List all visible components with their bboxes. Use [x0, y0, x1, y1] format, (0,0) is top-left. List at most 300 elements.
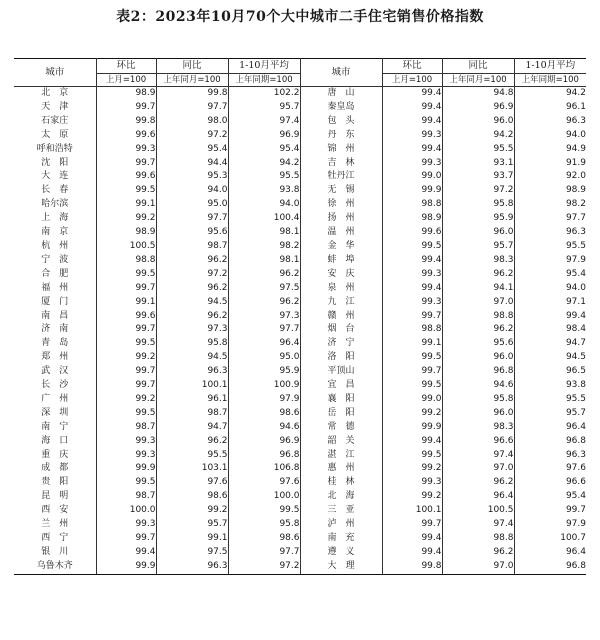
yoy-base-right: 上年同月=100 — [442, 74, 514, 87]
ytd-index-cell: 96.5 — [514, 365, 586, 379]
yoy-index-cell: 97.0 — [442, 462, 514, 476]
mom-header-left: 环比 — [96, 59, 156, 74]
mom-index-cell: 98.8 — [382, 323, 442, 337]
yoy-index-cell: 95.8 — [156, 337, 228, 351]
mom-index-cell: 99.3 — [96, 143, 156, 157]
yoy-index-cell: 96.2 — [156, 282, 228, 296]
ytd-index-cell: 98.6 — [228, 532, 300, 546]
yoy-index-cell: 99.8 — [156, 87, 228, 101]
mom-index-cell: 99.5 — [382, 379, 442, 393]
ytd-index-cell: 100.9 — [228, 379, 300, 393]
city-name-cell: 济 宁 — [300, 337, 382, 351]
ytd-index-cell: 97.7 — [228, 323, 300, 337]
city-name-cell: 青 岛 — [41, 338, 69, 349]
ytd-index-cell: 96.3 — [514, 449, 586, 463]
table-row — [14, 407, 586, 421]
yoy-index-cell: 97.7 — [156, 212, 228, 226]
mom-index-cell: 99.8 — [382, 560, 442, 574]
mom-index-cell: 99.4 — [382, 87, 442, 101]
mom-index-cell: 99.5 — [96, 337, 156, 351]
city-name-cell: 襄 阳 — [300, 393, 382, 407]
yoy-index-cell: 94.0 — [156, 184, 228, 198]
yoy-index-cell: 97.0 — [442, 296, 514, 310]
yoy-index-cell: 96.9 — [442, 101, 514, 115]
mom-index-cell: 99.3 — [382, 476, 442, 490]
ytd-index-cell: 93.8 — [514, 379, 586, 393]
city-name-cell: 贵 阳 — [41, 477, 69, 488]
table-row — [14, 337, 586, 351]
yoy-index-cell: 96.6 — [442, 435, 514, 449]
mom-index-cell: 99.3 — [382, 268, 442, 282]
ytd-index-cell: 96.8 — [228, 449, 300, 463]
table-row — [14, 129, 586, 143]
yoy-index-cell: 99.1 — [156, 532, 228, 546]
ytd-index-cell: 94.6 — [228, 421, 300, 435]
ytd-index-cell: 95.0 — [228, 351, 300, 365]
ytd-index-cell: 95.5 — [514, 393, 586, 407]
city-header-right: 城市 — [300, 59, 382, 87]
mom-index-cell: 99.7 — [96, 379, 156, 393]
city-name-cell: 烟 台 — [300, 323, 382, 337]
ytd-index-cell: 95.5 — [514, 240, 586, 254]
mom-index-cell: 99.6 — [96, 310, 156, 324]
yoy-index-cell: 98.7 — [156, 407, 228, 421]
yoy-index-cell: 95.5 — [156, 449, 228, 463]
yoy-index-cell: 97.2 — [156, 129, 228, 143]
ytd-index-cell: 96.3 — [514, 115, 586, 129]
yoy-index-cell: 95.6 — [442, 337, 514, 351]
city-name-cell: 泸 州 — [300, 518, 382, 532]
mom-base-left: 上月=100 — [96, 74, 156, 87]
yoy-index-cell: 94.8 — [442, 87, 514, 101]
ytd-index-cell: 96.9 — [228, 129, 300, 143]
city-name-cell: 大 连 — [41, 171, 69, 182]
mom-index-cell: 98.8 — [382, 198, 442, 212]
mom-index-cell: 99.2 — [96, 393, 156, 407]
mom-index-cell: 99.4 — [96, 546, 156, 560]
city-name-cell: 洛 阳 — [300, 351, 382, 365]
mom-index-cell: 100.1 — [382, 504, 442, 518]
yoy-index-cell: 96.0 — [442, 226, 514, 240]
ytd-index-cell: 96.2 — [228, 296, 300, 310]
mom-index-cell: 99.8 — [96, 115, 156, 129]
mom-index-cell: 99.5 — [96, 407, 156, 421]
table-row — [14, 87, 586, 101]
yoy-index-cell: 95.8 — [442, 198, 514, 212]
yoy-index-cell: 97.6 — [156, 476, 228, 490]
ytd-index-cell: 97.6 — [228, 476, 300, 490]
ytd-index-cell: 98.9 — [514, 184, 586, 198]
yoy-index-cell: 97.3 — [156, 323, 228, 337]
city-name-cell: 赣 州 — [300, 310, 382, 324]
city-name-cell: 重 庆 — [41, 449, 69, 460]
city-name-cell: 郑 州 — [41, 352, 69, 363]
ytd-index-cell: 98.4 — [514, 323, 586, 337]
ytd-index-cell: 97.9 — [228, 393, 300, 407]
yoy-header-right: 同比 — [442, 59, 514, 74]
ytd-index-cell: 102.2 — [228, 87, 300, 101]
city-name-cell: 岳 阳 — [300, 407, 382, 421]
city-name-cell: 长 春 — [41, 185, 69, 196]
table-row — [14, 546, 586, 560]
ytd-index-cell: 95.7 — [514, 407, 586, 421]
city-name-cell: 海 口 — [41, 435, 69, 446]
mom-index-cell: 99.7 — [96, 157, 156, 171]
city-name-cell: 北 京 — [41, 88, 69, 98]
yoy-index-cell: 98.7 — [156, 240, 228, 254]
yoy-index-cell: 100.1 — [156, 379, 228, 393]
table-row — [14, 282, 586, 296]
table-row — [14, 490, 586, 504]
city-name-cell: 丹 东 — [300, 129, 382, 143]
mom-index-cell: 99.7 — [96, 101, 156, 115]
ytd-index-cell: 95.4 — [514, 490, 586, 504]
mom-index-cell: 99.4 — [382, 254, 442, 268]
mom-index-cell: 99.3 — [96, 518, 156, 532]
city-name-cell: 遵 义 — [300, 546, 382, 560]
city-name-cell: 泉 州 — [300, 282, 382, 296]
yoy-index-cell: 99.2 — [156, 504, 228, 518]
ytd-index-cell: 98.6 — [228, 407, 300, 421]
city-name-cell: 南 京 — [41, 227, 69, 238]
table-row — [14, 198, 586, 212]
mom-index-cell: 99.2 — [382, 462, 442, 476]
ytd-index-cell: 98.2 — [228, 240, 300, 254]
yoy-index-cell: 97.0 — [442, 560, 514, 574]
mom-index-cell: 99.4 — [382, 546, 442, 560]
ytd-index-cell: 96.4 — [228, 337, 300, 351]
city-name-cell: 西 安 — [41, 505, 69, 516]
mom-index-cell: 99.2 — [96, 212, 156, 226]
table-body — [14, 87, 586, 575]
yoy-header-left: 同比 — [156, 59, 228, 74]
ytd-index-cell: 95.8 — [228, 518, 300, 532]
ytd-index-cell: 94.2 — [514, 87, 586, 101]
ytd-header-right: 1-10月平均 — [514, 59, 586, 74]
yoy-index-cell: 96.0 — [442, 115, 514, 129]
mom-index-cell: 99.4 — [382, 143, 442, 157]
city-name-cell: 长 沙 — [41, 380, 69, 391]
table-row — [14, 115, 586, 129]
table-row — [14, 143, 586, 157]
table-row — [14, 435, 586, 449]
table-row — [14, 184, 586, 198]
yoy-index-cell: 98.3 — [442, 421, 514, 435]
ytd-index-cell: 106.8 — [228, 462, 300, 476]
mom-index-cell: 99.2 — [96, 351, 156, 365]
table-row — [14, 462, 586, 476]
city-name-cell: 韶 关 — [300, 435, 382, 449]
ytd-index-cell: 97.5 — [228, 282, 300, 296]
city-name-cell: 唐 山 — [300, 87, 382, 101]
mom-index-cell: 99.7 — [96, 323, 156, 337]
ytd-index-cell: 98.1 — [228, 254, 300, 268]
city-name-cell: 惠 州 — [300, 462, 382, 476]
mom-index-cell: 99.6 — [382, 226, 442, 240]
table-row — [14, 560, 586, 574]
mom-index-cell: 99.4 — [382, 532, 442, 546]
yoy-index-cell: 94.5 — [156, 296, 228, 310]
yoy-index-cell: 93.7 — [442, 170, 514, 184]
yoy-index-cell: 98.0 — [156, 115, 228, 129]
mom-index-cell: 99.3 — [96, 449, 156, 463]
city-name-cell: 太 原 — [41, 129, 69, 140]
city-name-cell: 昆 明 — [41, 491, 69, 502]
mom-index-cell: 99.0 — [382, 170, 442, 184]
mom-index-cell: 99.9 — [382, 421, 442, 435]
city-name-cell: 合 肥 — [41, 268, 69, 279]
table-row — [14, 379, 586, 393]
mom-index-cell: 98.9 — [96, 226, 156, 240]
table-row — [14, 240, 586, 254]
yoy-index-cell: 96.0 — [442, 407, 514, 421]
yoy-index-cell: 94.6 — [442, 379, 514, 393]
mom-index-cell: 98.7 — [96, 421, 156, 435]
city-name-cell: 宁 波 — [41, 254, 69, 265]
city-name-cell: 西 宁 — [41, 533, 69, 543]
ytd-index-cell: 99.4 — [514, 310, 586, 324]
mom-index-cell: 99.1 — [96, 198, 156, 212]
city-name-cell: 北 海 — [300, 490, 382, 504]
page-title: 表2：2023年10月70个大中城市二手住宅销售价格指数 — [116, 9, 484, 25]
city-name-cell: 九 江 — [300, 296, 382, 310]
ytd-index-cell: 96.4 — [514, 421, 586, 435]
city-name-cell: 乌鲁木齐 — [14, 560, 96, 574]
yoy-index-cell: 96.2 — [442, 268, 514, 282]
city-name-cell: 南 昌 — [41, 310, 69, 321]
yoy-index-cell: 95.4 — [156, 143, 228, 157]
mom-index-cell: 99.3 — [96, 435, 156, 449]
table-row — [14, 504, 586, 518]
yoy-index-cell: 96.1 — [156, 393, 228, 407]
mom-index-cell: 98.9 — [96, 87, 156, 101]
ytd-index-cell: 98.2 — [514, 198, 586, 212]
yoy-index-cell: 95.8 — [442, 393, 514, 407]
mom-index-cell: 99.1 — [382, 337, 442, 351]
city-name-cell: 秦皇岛 — [300, 101, 382, 115]
ytd-index-cell: 94.0 — [514, 129, 586, 143]
table-row — [14, 476, 586, 490]
mom-index-cell: 99.2 — [382, 490, 442, 504]
ytd-index-cell: 96.8 — [514, 560, 586, 574]
ytd-index-cell: 96.3 — [514, 226, 586, 240]
yoy-index-cell: 97.4 — [442, 449, 514, 463]
mom-index-cell: 99.9 — [96, 462, 156, 476]
ytd-index-cell: 94.9 — [514, 143, 586, 157]
city-name-cell: 金 华 — [300, 240, 382, 254]
yoy-index-cell: 96.2 — [156, 310, 228, 324]
ytd-index-cell: 95.7 — [228, 101, 300, 115]
ytd-index-cell: 94.2 — [228, 157, 300, 171]
yoy-index-cell: 96.2 — [442, 476, 514, 490]
ytd-index-cell: 97.4 — [228, 115, 300, 129]
mom-index-cell: 98.8 — [96, 254, 156, 268]
table-row — [14, 296, 586, 310]
yoy-index-cell: 98.8 — [442, 532, 514, 546]
mom-index-cell: 99.2 — [382, 407, 442, 421]
mom-index-cell: 99.5 — [96, 184, 156, 198]
ytd-base-left: 上年同期=100 — [228, 74, 300, 87]
ytd-index-cell: 100.4 — [228, 212, 300, 226]
ytd-index-cell: 99.7 — [514, 504, 586, 518]
mom-index-cell: 99.4 — [382, 115, 442, 129]
mom-index-cell: 99.7 — [382, 310, 442, 324]
mom-index-cell: 98.9 — [382, 212, 442, 226]
city-name-cell: 徐 州 — [300, 198, 382, 212]
ytd-index-cell: 91.9 — [514, 157, 586, 171]
mom-index-cell: 99.5 — [382, 351, 442, 365]
mom-index-cell: 99.3 — [382, 157, 442, 171]
city-name-cell: 扬 州 — [300, 212, 382, 226]
city-name-cell: 福 州 — [41, 282, 69, 293]
ytd-index-cell: 97.7 — [228, 546, 300, 560]
yoy-index-cell: 94.4 — [156, 157, 228, 171]
ytd-index-cell: 94.0 — [514, 282, 586, 296]
city-name-cell: 无 锡 — [300, 184, 382, 198]
ytd-index-cell: 95.9 — [228, 365, 300, 379]
city-name-cell: 吉 林 — [300, 157, 382, 171]
yoy-index-cell: 95.0 — [156, 198, 228, 212]
ytd-index-cell: 100.7 — [514, 532, 586, 546]
city-name-cell: 包 头 — [300, 115, 382, 129]
ytd-index-cell: 92.0 — [514, 170, 586, 184]
mom-index-cell: 99.7 — [382, 365, 442, 379]
table-row — [14, 157, 586, 171]
ytd-index-cell: 98.1 — [228, 226, 300, 240]
yoy-index-cell: 98.6 — [156, 490, 228, 504]
table-row — [14, 518, 586, 532]
ytd-index-cell: 97.3 — [228, 310, 300, 324]
mom-index-cell: 98.7 — [96, 490, 156, 504]
table-row — [14, 449, 586, 463]
city-name-cell: 锦 州 — [300, 143, 382, 157]
table-row — [14, 323, 586, 337]
city-name-cell: 天 津 — [41, 101, 69, 112]
yoy-index-cell: 96.4 — [442, 490, 514, 504]
yoy-index-cell: 103.1 — [156, 462, 228, 476]
mom-index-cell: 99.9 — [96, 560, 156, 574]
yoy-index-cell: 98.8 — [442, 310, 514, 324]
table-row — [14, 254, 586, 268]
ytd-index-cell: 96.6 — [514, 476, 586, 490]
yoy-index-cell: 93.1 — [442, 157, 514, 171]
yoy-index-cell: 96.2 — [442, 323, 514, 337]
city-name-cell: 沈 阳 — [41, 157, 69, 168]
yoy-index-cell: 96.3 — [156, 560, 228, 574]
table-row — [14, 365, 586, 379]
yoy-index-cell: 94.7 — [156, 421, 228, 435]
ytd-index-cell: 97.9 — [514, 518, 586, 532]
ytd-index-cell: 94.0 — [228, 198, 300, 212]
city-name-cell: 广 州 — [41, 393, 69, 404]
city-name-cell: 蚌 埠 — [300, 254, 382, 268]
yoy-index-cell: 96.8 — [442, 365, 514, 379]
mom-index-cell: 99.5 — [382, 240, 442, 254]
table-row — [14, 212, 586, 226]
city-name-cell: 哈尔滨 — [41, 199, 69, 210]
mom-index-cell: 99.3 — [382, 296, 442, 310]
ytd-index-cell: 95.4 — [514, 268, 586, 282]
yoy-base-left: 上年同月=100 — [156, 74, 228, 87]
city-name-cell: 湛 江 — [300, 449, 382, 463]
city-name-cell: 上 海 — [41, 213, 69, 224]
yoy-index-cell: 97.2 — [156, 268, 228, 282]
mom-index-cell: 99.4 — [382, 282, 442, 296]
ytd-header-left: 1-10月平均 — [228, 59, 300, 74]
ytd-index-cell: 97.9 — [514, 254, 586, 268]
city-name-cell: 济 南 — [41, 324, 69, 335]
yoy-index-cell: 94.2 — [442, 129, 514, 143]
yoy-index-cell: 94.1 — [442, 282, 514, 296]
yoy-index-cell: 98.3 — [442, 254, 514, 268]
table-row — [14, 226, 586, 240]
city-name-cell: 南 宁 — [41, 421, 69, 432]
mom-index-cell: 99.7 — [382, 518, 442, 532]
ytd-index-cell: 97.1 — [514, 296, 586, 310]
yoy-index-cell: 96.2 — [156, 254, 228, 268]
city-name-cell: 兰 州 — [41, 519, 69, 530]
city-name-cell: 桂 林 — [300, 476, 382, 490]
yoy-index-cell: 96.3 — [156, 365, 228, 379]
yoy-index-cell: 97.7 — [156, 101, 228, 115]
city-name-cell: 银 川 — [41, 546, 69, 557]
table-row — [14, 101, 586, 115]
table-row — [14, 351, 586, 365]
mom-index-cell: 99.6 — [96, 129, 156, 143]
mom-index-cell: 99.4 — [382, 435, 442, 449]
mom-index-cell: 99.3 — [382, 129, 442, 143]
city-name-cell: 宜 昌 — [300, 379, 382, 393]
city-name-cell: 成 都 — [41, 463, 69, 474]
table-row — [14, 532, 586, 546]
mom-index-cell: 99.5 — [96, 268, 156, 282]
city-name-cell: 石家庄 — [41, 115, 69, 126]
mom-index-cell: 99.5 — [96, 476, 156, 490]
yoy-index-cell: 95.6 — [156, 226, 228, 240]
city-name-cell: 牡丹江 — [300, 170, 382, 184]
yoy-index-cell: 95.7 — [442, 240, 514, 254]
price-index-table — [14, 58, 586, 575]
table-row — [14, 268, 586, 282]
city-name-cell: 常 德 — [300, 421, 382, 435]
ytd-index-cell: 96.2 — [228, 268, 300, 282]
yoy-index-cell: 97.4 — [442, 518, 514, 532]
city-header-left: 城市 — [14, 59, 96, 87]
yoy-index-cell: 100.5 — [442, 504, 514, 518]
city-name-cell: 安 庆 — [300, 268, 382, 282]
ytd-index-cell: 97.7 — [514, 212, 586, 226]
yoy-index-cell: 97.2 — [442, 184, 514, 198]
city-name-cell: 三 亚 — [300, 504, 382, 518]
yoy-index-cell: 95.5 — [442, 143, 514, 157]
mom-index-cell: 99.0 — [382, 393, 442, 407]
yoy-index-cell: 94.5 — [156, 351, 228, 365]
mom-index-cell: 100.0 — [96, 504, 156, 518]
city-name-cell: 厦 门 — [41, 296, 69, 307]
mom-header-right: 环比 — [382, 59, 442, 74]
ytd-index-cell: 100.0 — [228, 490, 300, 504]
yoy-index-cell: 95.9 — [442, 212, 514, 226]
ytd-index-cell: 99.5 — [228, 504, 300, 518]
mom-base-right: 上月=100 — [382, 74, 442, 87]
ytd-index-cell: 94.5 — [514, 351, 586, 365]
mom-index-cell: 100.5 — [96, 240, 156, 254]
ytd-base-right: 上年同期=100 — [514, 74, 586, 87]
city-name-cell: 大 理 — [300, 560, 382, 574]
yoy-index-cell: 95.7 — [156, 518, 228, 532]
ytd-index-cell: 97.6 — [514, 462, 586, 476]
mom-index-cell: 99.7 — [96, 532, 156, 546]
